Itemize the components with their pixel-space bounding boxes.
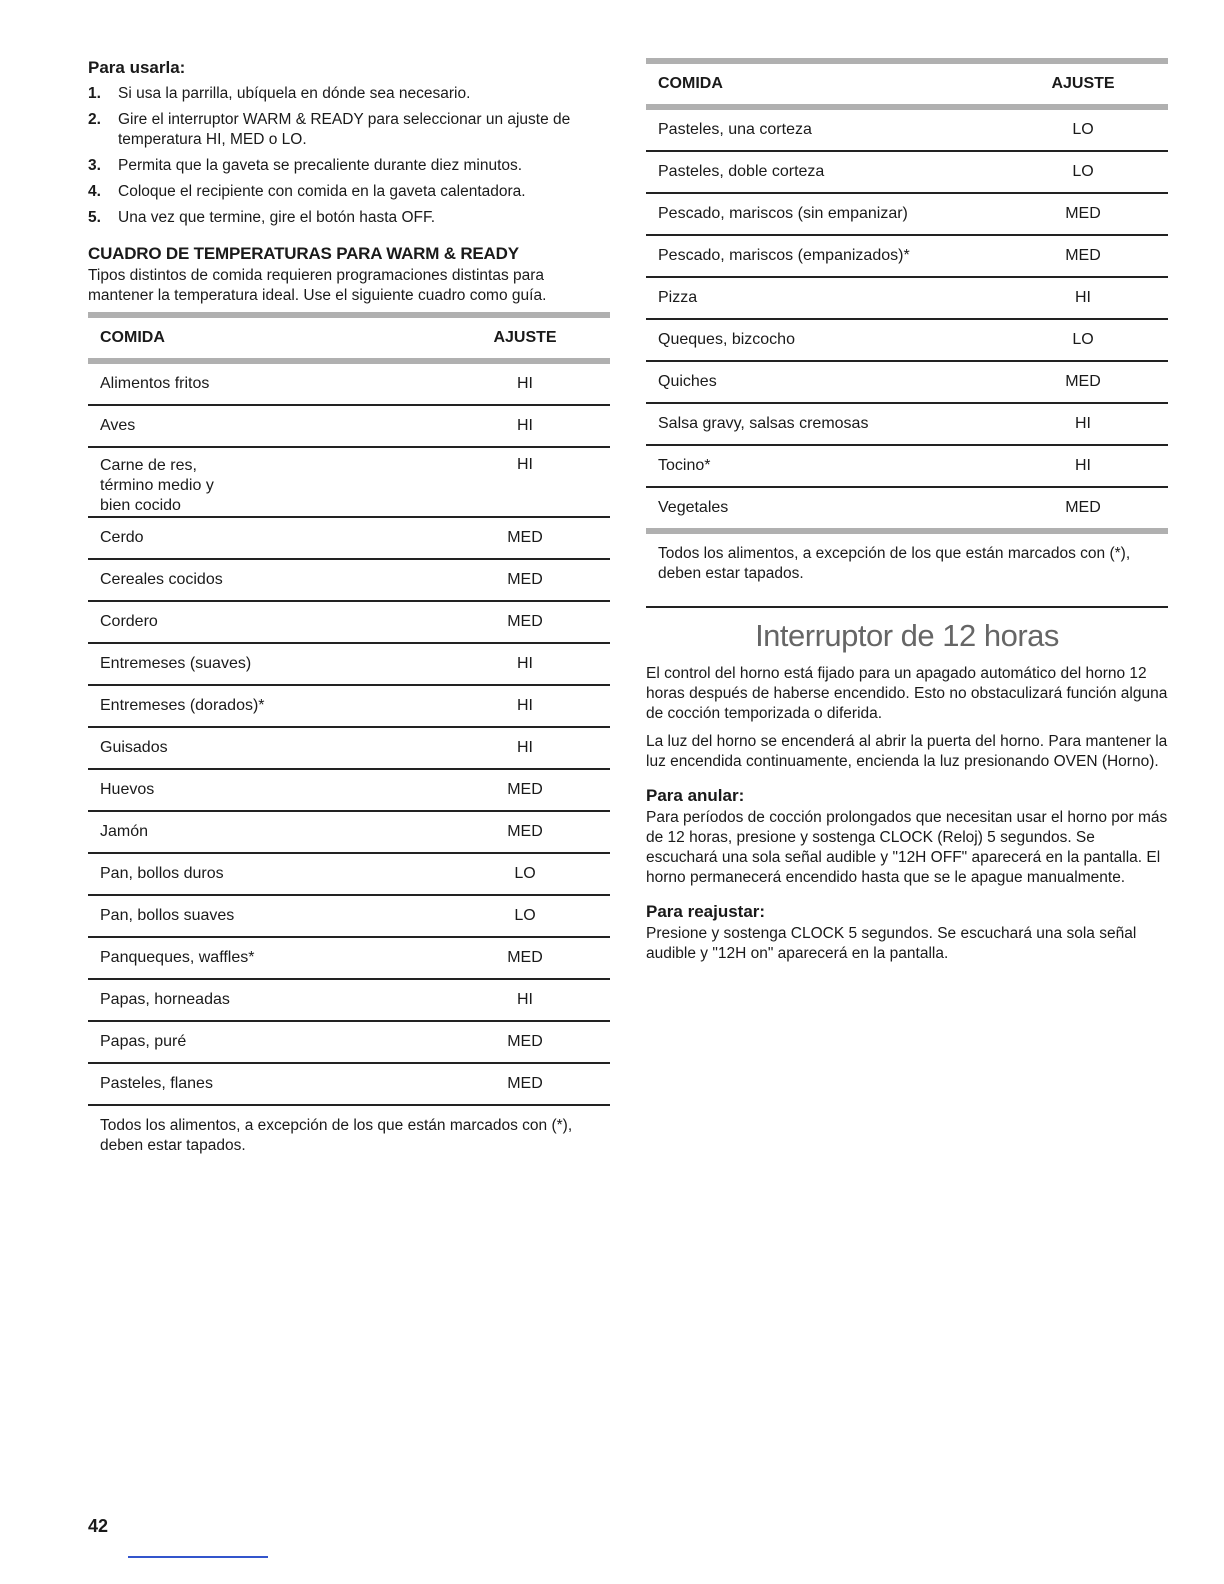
food-cell: Entremeses (suaves): [88, 643, 440, 685]
table-row: [646, 277, 1168, 319]
light-paragraph: La luz del horno se encenderá al abrir la puerta del horno. Para mantener la luz encendida continuamente, encienda la luz presionando OVEN (Horno).: [646, 733, 1168, 770]
table-row: [88, 405, 610, 447]
cancel-title: Para anular:: [646, 786, 745, 805]
food-cell: Pan, bollos duros: [88, 853, 440, 895]
setting-cell: HI: [440, 979, 610, 1021]
column-header-food: COMIDA: [88, 315, 440, 361]
setting-cell: LO: [440, 895, 610, 937]
table-row: [88, 601, 610, 643]
usage-steps: [88, 84, 610, 228]
table-row: [88, 1021, 610, 1063]
setting-cell: HI: [998, 277, 1168, 319]
step-number: 1.: [88, 85, 101, 102]
setting-cell: MED: [440, 517, 610, 559]
temperature-table-right: [646, 58, 1168, 534]
step-number: 3.: [88, 157, 101, 174]
food-cell: Panqueques, waffles*: [88, 937, 440, 979]
table-note: Todos los alimentos, a excepción de los que están marcados con (*), deben estar tapados.: [658, 545, 1131, 582]
table-row: [88, 447, 610, 517]
step-text: Si usa la parrilla, ubíquela en dónde sea necesario.: [118, 85, 471, 102]
food-cell: Queques, bizcocho: [646, 319, 998, 361]
usage-title: Para usarla:: [88, 58, 186, 77]
step-text: Una vez que termine, gire el botón hasta OFF.: [118, 209, 436, 226]
table-row: [646, 487, 1168, 531]
temperature-table-left: [88, 312, 610, 1106]
table-row: [88, 1063, 610, 1105]
footer-line: [128, 1556, 268, 1558]
food-cell: Pasteles, una corteza: [646, 107, 998, 151]
step-item: [88, 110, 610, 150]
food-cell: Cereales cocidos: [88, 559, 440, 601]
table-row: [646, 361, 1168, 403]
food-cell: Papas, horneadas: [88, 979, 440, 1021]
setting-cell: HI: [440, 405, 610, 447]
food-cell: Huevos: [88, 769, 440, 811]
right-column: [646, 58, 1168, 964]
setting-cell: MED: [440, 769, 610, 811]
step-text: Coloque el recipiente con comida en la gaveta calentadora.: [118, 183, 526, 200]
page-number: 42: [88, 1516, 109, 1536]
shutoff-paragraph: El control del horno está fijado para un apagado automático del horno 12 horas después de haberse encendido. Esto no obstaculizará función alguna de cocción temporizada o diferida.: [646, 665, 1168, 722]
food-cell: Jamón: [88, 811, 440, 853]
section-divider: [646, 606, 1168, 608]
setting-cell: LO: [998, 151, 1168, 193]
step-item: [88, 182, 610, 202]
table-header-row: [88, 315, 610, 361]
step-item: [88, 156, 610, 176]
food-cell: Carne de res, término medio y bien cocido: [88, 447, 440, 517]
step-item: [88, 208, 610, 228]
setting-cell: MED: [440, 1021, 610, 1063]
setting-cell: MED: [440, 601, 610, 643]
step-item: [88, 84, 610, 104]
table-row: [646, 445, 1168, 487]
setting-cell: LO: [998, 107, 1168, 151]
setting-cell: MED: [440, 1063, 610, 1105]
table-row: [88, 895, 610, 937]
column-header-food: COMIDA: [646, 61, 998, 107]
table-row: [88, 811, 610, 853]
section-title: Interruptor de 12 horas: [755, 618, 1059, 653]
setting-cell: HI: [998, 445, 1168, 487]
table-row: [646, 403, 1168, 445]
setting-cell: HI: [440, 447, 610, 517]
table-row: [88, 727, 610, 769]
setting-cell: MED: [998, 193, 1168, 235]
table-row: [88, 769, 610, 811]
setting-cell: HI: [440, 685, 610, 727]
setting-cell: MED: [998, 235, 1168, 277]
food-cell: Pescado, mariscos (empanizados)*: [646, 235, 998, 277]
setting-cell: MED: [440, 559, 610, 601]
table-row: [88, 517, 610, 559]
food-cell: Entremeses (dorados)*: [88, 685, 440, 727]
table-row: [88, 643, 610, 685]
table-header-row: [646, 61, 1168, 107]
column-header-setting: AJUSTE: [440, 315, 610, 361]
table-row: [88, 937, 610, 979]
food-cell: Vegetales: [646, 487, 998, 531]
table-row: [646, 151, 1168, 193]
chart-title: CUADRO DE TEMPERATURAS PARA WARM & READY: [88, 244, 519, 263]
column-header-setting: AJUSTE: [998, 61, 1168, 107]
food-cell: Pasteles, flanes: [88, 1063, 440, 1105]
table-row: [88, 685, 610, 727]
food-cell: Pasteles, doble corteza: [646, 151, 998, 193]
food-cell: Papas, puré: [88, 1021, 440, 1063]
food-cell: Pizza: [646, 277, 998, 319]
food-cell: Tocino*: [646, 445, 998, 487]
table-note: Todos los alimentos, a excepción de los que están marcados con (*), deben estar tapados.: [100, 1117, 573, 1154]
step-number: 5.: [88, 209, 101, 226]
setting-cell: HI: [440, 727, 610, 769]
reset-title: Para reajustar:: [646, 902, 766, 921]
setting-cell: MED: [440, 811, 610, 853]
reset-text: Presione y sostenga CLOCK 5 segundos. Se escuchará una sola señal audible y "12H on" aparecerá en la pantalla.: [646, 925, 1137, 962]
table-row: [646, 107, 1168, 151]
setting-cell: HI: [998, 403, 1168, 445]
food-cell: Pan, bollos suaves: [88, 895, 440, 937]
food-cell: Aves: [88, 405, 440, 447]
step-number: 2.: [88, 111, 101, 128]
setting-cell: LO: [998, 319, 1168, 361]
food-cell: Cerdo: [88, 517, 440, 559]
chart-intro: Tipos distintos de comida requieren programaciones distintas para mantener la temperatura ideal. Use el siguiente cuadro como guía.: [88, 267, 547, 304]
setting-cell: MED: [440, 937, 610, 979]
cancel-text: Para períodos de cocción prolongados que necesitan usar el horno por más de 12 horas, presione y sostenga CLOCK (Reloj) 5 segundos. Se escuchará una sola señal audible y "12H OFF" aparecerá en la pantalla. El horno permanecerá encendido hasta que se le apague manualmente.: [646, 809, 1168, 886]
table-row: [646, 193, 1168, 235]
food-cell: Cordero: [88, 601, 440, 643]
table-row: [646, 319, 1168, 361]
food-cell: Salsa gravy, salsas cremosas: [646, 403, 998, 445]
step-text: Permita que la gaveta se precaliente durante diez minutos.: [118, 157, 523, 174]
table-row: [646, 235, 1168, 277]
table-row: [88, 853, 610, 895]
left-column: [88, 58, 610, 1156]
food-cell: Quiches: [646, 361, 998, 403]
food-cell: Guisados: [88, 727, 440, 769]
food-cell: Pescado, mariscos (sin empanizar): [646, 193, 998, 235]
setting-cell: MED: [998, 361, 1168, 403]
setting-cell: HI: [440, 361, 610, 405]
step-text: Gire el interruptor WARM & READY para seleccionar un ajuste de temperatura HI, MED o LO.: [118, 111, 571, 148]
table-row: [88, 979, 610, 1021]
table-row: [88, 361, 610, 405]
setting-cell: MED: [998, 487, 1168, 531]
table-row: [88, 559, 610, 601]
step-number: 4.: [88, 183, 101, 200]
setting-cell: HI: [440, 643, 610, 685]
food-cell: Alimentos fritos: [88, 361, 440, 405]
setting-cell: LO: [440, 853, 610, 895]
